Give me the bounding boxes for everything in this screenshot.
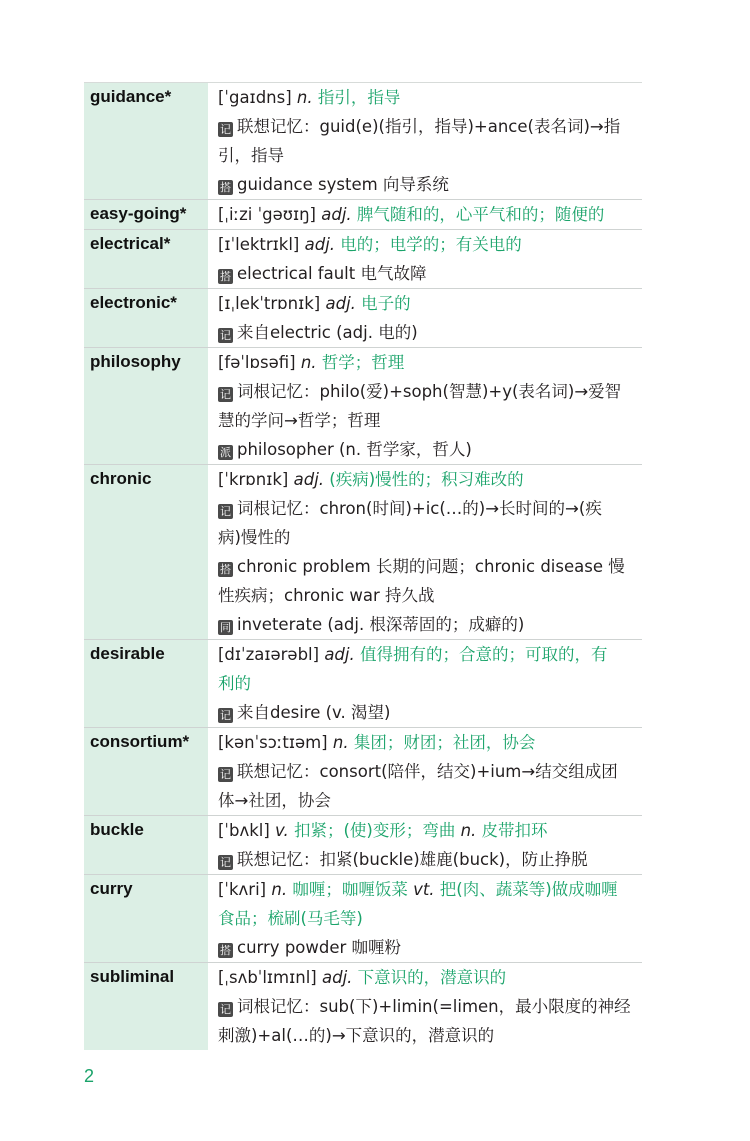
note-line <box>218 698 642 727</box>
entry-body <box>208 465 642 639</box>
entry-body <box>208 640 642 727</box>
headword: desirable <box>84 640 208 727</box>
part-of-speech-2: n. <box>460 821 477 840</box>
definition: 下意识的，潜意识的 <box>357 968 507 987</box>
headword: curry <box>84 875 208 962</box>
page-number: 2 <box>84 1066 95 1086</box>
note-label-icon: 记 <box>220 709 231 722</box>
phonetic: [ˌsʌbˈlɪmɪnl] <box>218 968 317 987</box>
phonetic: [ˈbʌkl] <box>218 821 270 840</box>
entry-body <box>208 816 642 874</box>
dictionary-entry <box>84 347 642 464</box>
note-text: 慧的学问→哲学；哲理 <box>218 411 381 430</box>
entry-body <box>208 230 642 288</box>
dictionary-entry <box>84 199 642 229</box>
note-line <box>218 786 642 815</box>
definition: 集团；财团；社团，协会 <box>353 733 536 752</box>
definition-line <box>218 875 642 904</box>
definition-line <box>218 669 642 698</box>
definition: 扣紧；(使)变形；弯曲 <box>293 821 456 840</box>
part-of-speech: adj. <box>322 968 353 987</box>
note-text: 联想记忆：扣紧(buckle)雄鹿(buck)，防止挣脱 <box>237 850 588 869</box>
note-label-icon: 记 <box>220 329 231 342</box>
phonetic: [ɪˌlekˈtrɒnɪk] <box>218 294 321 313</box>
note-label-icon: 派 <box>220 446 231 459</box>
definition-line <box>218 465 642 494</box>
headword: consortium* <box>84 728 208 815</box>
note-line <box>218 494 642 523</box>
phonetic: [ˈkʌri] <box>218 880 267 899</box>
note-label-icon: 同 <box>220 621 231 634</box>
note-line <box>218 757 642 786</box>
note-label-icon: 搭 <box>220 944 231 957</box>
headword: easy-going* <box>84 200 208 229</box>
part-of-speech: v. <box>275 821 289 840</box>
definition-line <box>218 640 642 669</box>
note-line <box>218 406 642 435</box>
headword: subliminal <box>84 963 208 1050</box>
note-text: inveterate (adj. 根深蒂固的；成癖的) <box>237 615 525 634</box>
note-line <box>218 581 642 610</box>
entry-body <box>208 875 642 962</box>
entry-body <box>208 289 642 347</box>
note-text: 来自desire (v. 渴望) <box>237 703 391 722</box>
note-text: guidance system 向导系统 <box>237 175 449 194</box>
definition: 脾气随和的，心平气和的；随便的 <box>356 205 605 224</box>
definition: (疾病)慢性的；积习难改的 <box>329 470 524 489</box>
definition-2: 皮带扣环 <box>481 821 548 840</box>
headword: guidance* <box>84 83 208 199</box>
note-label-icon: 记 <box>220 388 231 401</box>
note-label-icon: 记 <box>220 856 231 869</box>
part-of-speech: adj. <box>293 470 325 489</box>
entry-body <box>208 963 642 1050</box>
dictionary-entry <box>84 962 642 1050</box>
phonetic: [kənˈsɔːtɪəm] <box>218 733 328 752</box>
note-text: 体→社团，协会 <box>218 791 331 810</box>
note-line <box>218 435 642 464</box>
part-of-speech: adj. <box>304 235 336 254</box>
dictionary-entry <box>84 288 642 347</box>
note-line <box>218 170 642 199</box>
definition-line <box>218 348 642 377</box>
dictionary-entry <box>84 229 642 288</box>
dictionary-entry <box>84 82 642 199</box>
note-label-icon: 搭 <box>220 181 231 194</box>
dictionary-entry <box>84 874 642 962</box>
phonetic: [fəˈlɒsəfi] <box>218 353 296 372</box>
definition: 咖喱；咖喱饭菜 <box>292 880 408 899</box>
note-line <box>218 141 642 170</box>
part-of-speech: adj. <box>325 294 356 313</box>
note-line <box>218 552 642 581</box>
note-label-icon: 记 <box>220 1003 231 1016</box>
part-of-speech: n. <box>296 88 313 107</box>
definition-line <box>218 83 642 112</box>
note-text: 词根记忆：chron(时间)+ic(…的)→长时间的→(疾 <box>237 499 602 518</box>
part-of-speech: n. <box>300 353 317 372</box>
note-line <box>218 377 642 406</box>
dictionary-entry <box>84 727 642 815</box>
entry-body <box>208 728 642 815</box>
note-line <box>218 992 642 1021</box>
note-label-icon: 记 <box>220 768 231 781</box>
note-line <box>218 610 642 639</box>
definition-2: 把(肉、蔬菜等)做成咖喱 <box>439 880 618 899</box>
phonetic: [dɪˈzaɪərəbl] <box>218 645 320 664</box>
phonetic: [ˈkrɒnɪk] <box>218 470 289 489</box>
dictionary-entry <box>84 639 642 727</box>
dictionary-entry <box>84 815 642 874</box>
definition-line <box>218 200 642 229</box>
note-text: 性疾病；chronic war 持久战 <box>218 586 435 605</box>
note-text: philosopher (n. 哲学家，哲人) <box>237 440 472 459</box>
note-line <box>218 259 642 288</box>
dictionary-entry <box>84 464 642 639</box>
headword: chronic <box>84 465 208 639</box>
note-text: 词根记忆：philo(爱)+soph(智慧)+y(表名词)→爱智 <box>237 382 622 401</box>
note-label-icon: 记 <box>220 505 231 518</box>
part-of-speech: adj. <box>324 645 355 664</box>
note-text: curry powder 咖喱粉 <box>237 938 402 957</box>
note-label-icon: 搭 <box>220 270 231 283</box>
definition-2: 食品；梳刷(马毛等) <box>218 909 363 928</box>
note-text: 联想记忆：guid(e)(指引，指导)+ance(表名词)→指 <box>237 117 621 136</box>
note-line <box>218 318 642 347</box>
entry-body <box>208 200 642 229</box>
note-label-icon: 记 <box>220 123 231 136</box>
note-text: 引，指导 <box>218 146 284 165</box>
definition: 指引，指导 <box>317 88 401 107</box>
entry-body <box>208 83 642 199</box>
headword: electronic* <box>84 289 208 347</box>
part-of-speech: n. <box>271 880 288 899</box>
part-of-speech: adj. <box>321 205 352 224</box>
note-label-icon: 搭 <box>220 563 231 576</box>
definition: 电子的 <box>361 294 411 313</box>
definition-line <box>218 728 642 757</box>
note-text: 刺激)+al(…的)→下意识的，潜意识的 <box>218 1026 495 1045</box>
definition: 哲学；哲理 <box>321 353 405 372</box>
note-text: 词根记忆：sub(下)+limin(=limen，最小限度的神经 <box>237 997 631 1016</box>
note-line <box>218 523 642 552</box>
note-text: 病)慢性的 <box>218 528 291 547</box>
dictionary-list <box>84 82 642 1050</box>
note-line <box>218 845 642 874</box>
part-of-speech: n. <box>332 733 349 752</box>
headword: philosophy <box>84 348 208 464</box>
note-text: electrical fault 电气故障 <box>237 264 427 283</box>
definition-line <box>218 963 642 992</box>
phonetic: [ɪˈlektrɪkl] <box>218 235 300 254</box>
note-text: 来自electric (adj. 电的) <box>237 323 418 342</box>
note-line <box>218 933 642 962</box>
phonetic: [ˈgaɪdns] <box>218 88 292 107</box>
definition-line <box>218 904 642 933</box>
note-line <box>218 1021 642 1050</box>
headword: buckle <box>84 816 208 874</box>
definition-line <box>218 816 642 845</box>
definition-line <box>218 230 642 259</box>
note-line <box>218 112 642 141</box>
entry-body <box>208 348 642 464</box>
part-of-speech-2: vt. <box>413 880 435 899</box>
headword: electrical* <box>84 230 208 288</box>
definition: 电的；电学的；有关电的 <box>340 235 522 254</box>
note-text: 联想记忆：consort(陪伴，结交)+ium→结交组成团 <box>237 762 618 781</box>
note-text: chronic problem 长期的问题；chronic disease 慢 <box>237 557 625 576</box>
definition-line <box>218 289 642 318</box>
definition: 利的 <box>218 674 251 693</box>
phonetic: [ˌiːzi ˈgəʊɪŋ] <box>218 205 316 224</box>
definition: 值得拥有的；合意的；可取的，有 <box>359 645 608 664</box>
